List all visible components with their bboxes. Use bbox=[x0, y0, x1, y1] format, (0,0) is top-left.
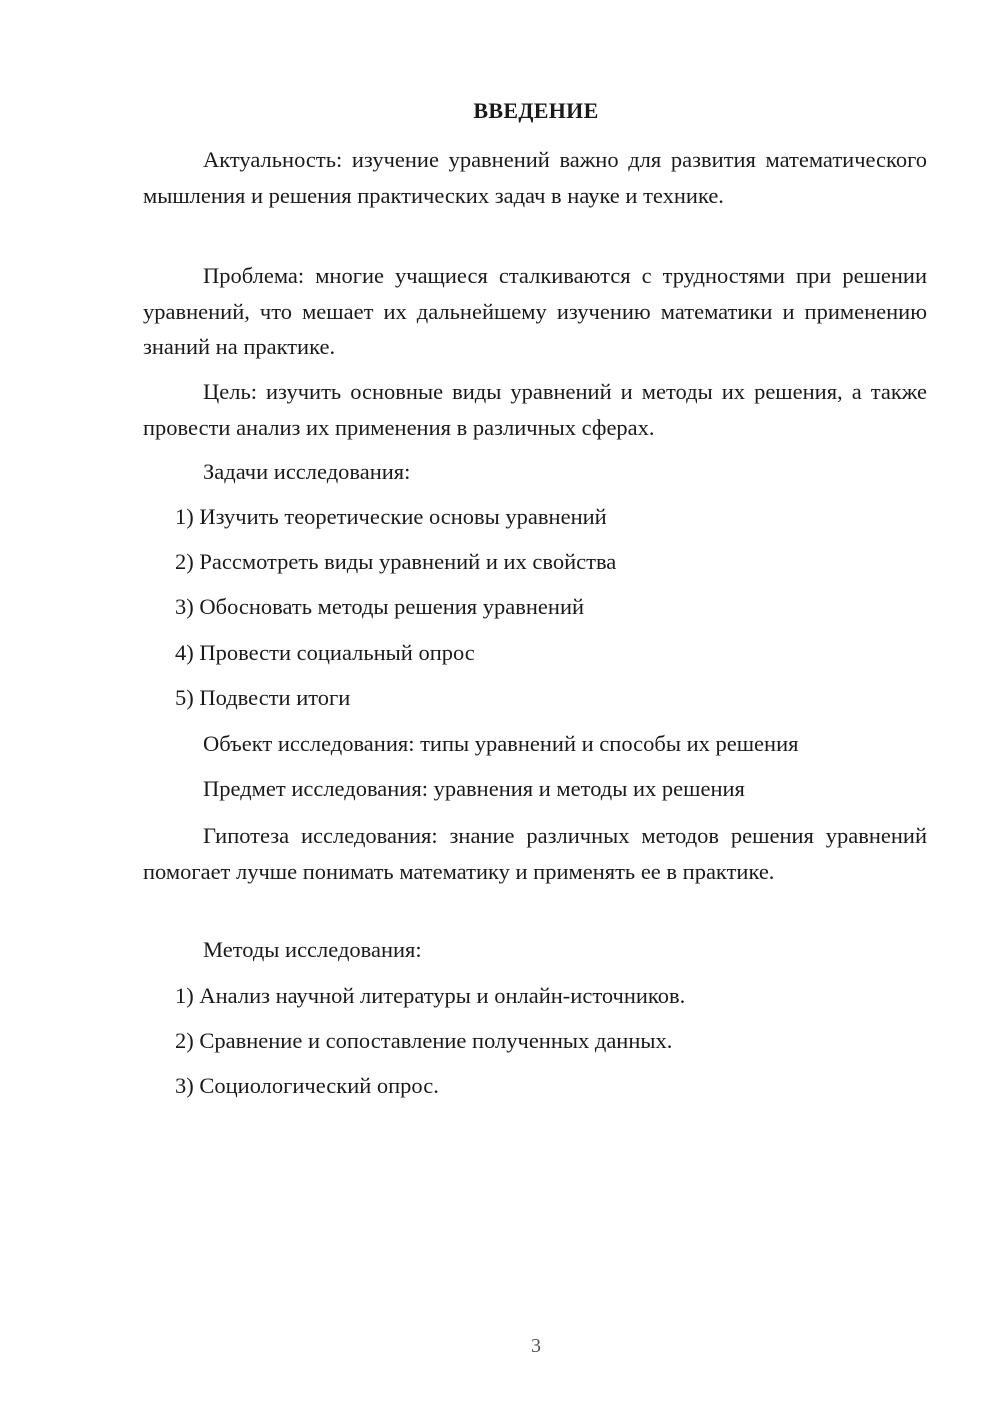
subject-line: Предмет исследования: уравнения и методы их решения bbox=[203, 776, 745, 801]
list-item: 2) Рассмотреть виды уравнений и их свойства bbox=[175, 549, 617, 574]
page-number: 3 bbox=[531, 1335, 541, 1357]
goal-paragraph: Цель: изучить основные виды уравнений и методы их решения, а также провести анализ их применения в различных сферах. bbox=[143, 379, 927, 440]
list-item: 3) Социологический опрос. bbox=[175, 1073, 439, 1098]
list-item: 4) Провести социальный опрос bbox=[175, 640, 475, 665]
object-line: Объект исследования: типы уравнений и способы их решения bbox=[203, 731, 799, 756]
problem-paragraph: Проблема: многие учащиеся сталкиваются с трудностями при решении уравнений, что мешает их дальнейшему изучению математики и применению знаний на практике. bbox=[143, 263, 927, 359]
relevance-paragraph: Актуальность: изучение уравнений важно для развития математического мышления и решения практических задач в науке и технике. bbox=[143, 147, 927, 208]
methods-heading: Методы исследования: bbox=[203, 937, 422, 962]
list-item: 2) Сравнение и сопоставление полученных данных. bbox=[175, 1028, 673, 1053]
list-item: 5) Подвести итоги bbox=[175, 685, 351, 710]
section-title: ВВЕДЕНИЕ bbox=[473, 98, 599, 123]
tasks-heading: Задачи исследования: bbox=[203, 459, 411, 484]
hypothesis-paragraph: Гипотеза исследования: знание различных методов решения уравнений помогает лучше понимать математику и применять ее в практике. bbox=[143, 823, 927, 884]
list-item: 3) Обосновать методы решения уравнений bbox=[175, 594, 585, 619]
list-item: 1) Анализ научной литературы и онлайн-источников. bbox=[175, 983, 686, 1008]
list-item: 1) Изучить теоретические основы уравнений bbox=[175, 504, 607, 529]
